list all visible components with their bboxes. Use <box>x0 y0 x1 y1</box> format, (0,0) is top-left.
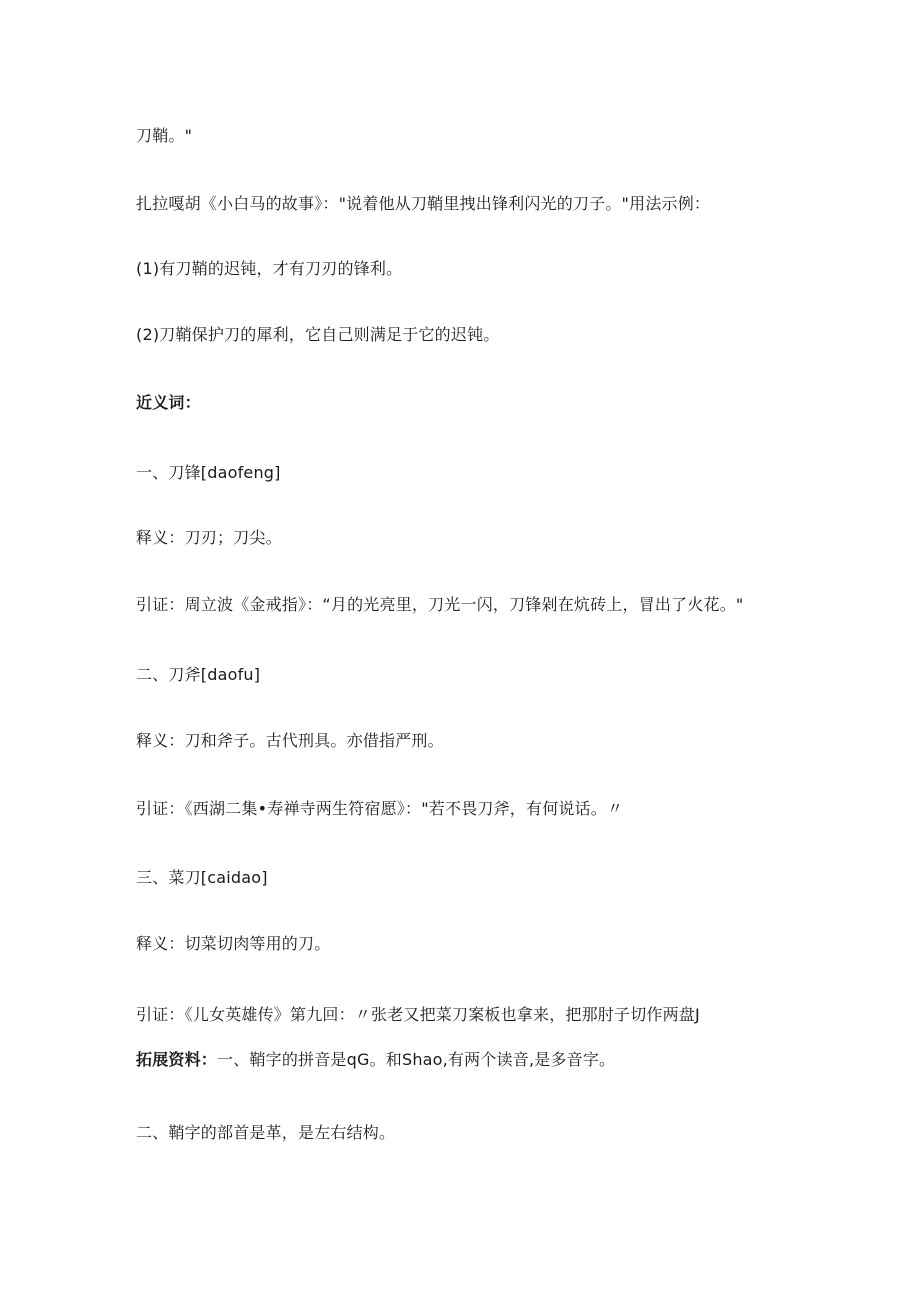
text-line-example-2: (2)刀鞘保护刀的犀利，它自己则满足于它的迟钝。 <box>136 325 500 344</box>
text-line-example-1: (1)有刀鞘的迟钝，才有刀刃的锋利。 <box>136 259 403 278</box>
section-heading-synonyms: 近义词： <box>136 393 201 412</box>
definition-caidao: 释义：切菜切肉等用的刀。 <box>136 934 331 953</box>
citation-caidao: 引证：《儿女英雄传》第九回：〃张老又把菜刀案板也拿来，把那肘子切作两盘J <box>136 1005 700 1024</box>
synonym-heading-daofu: 二、刀斧[daofu] <box>136 665 261 684</box>
citation-daofeng: 引证：周立波《金戒指》：“月的光亮里，刀光一闪，刀锋剁在炕砖上，冒出了火花。" <box>136 595 744 614</box>
definition-daofeng: 释义：刀刃；刀尖。 <box>136 528 282 547</box>
extended-info-text: 一、鞘字的拼音是qG。和Shao,有两个读音,是多音字。 <box>217 1050 616 1069</box>
citation-daofu: 引证：《西湖二集•寿禅寺两生符宿愿》："若不畏刀斧，有何说话。〃 <box>136 799 624 818</box>
definition-daofu: 释义：刀和斧子。古代刑具。亦借指严刑。 <box>136 731 444 750</box>
synonym-heading-daofeng: 一、刀锋[daofeng] <box>136 463 281 482</box>
text-line-daoqiao-end: 刀鞘。" <box>136 126 193 145</box>
extended-info-label: 拓展资料： <box>136 1050 218 1069</box>
extended-info-line <box>136 1049 615 1071</box>
text-line-zhalagahu-quote: 扎拉嘎胡《小白马的故事》："说着他从刀鞘里拽出锋利闪光的刀子。"用法示例： <box>136 194 711 213</box>
synonym-heading-caidao: 三、菜刀[caidao] <box>136 868 268 887</box>
radical-structure-line: 二、鞘字的部首是革，是左右结构。 <box>136 1123 396 1142</box>
